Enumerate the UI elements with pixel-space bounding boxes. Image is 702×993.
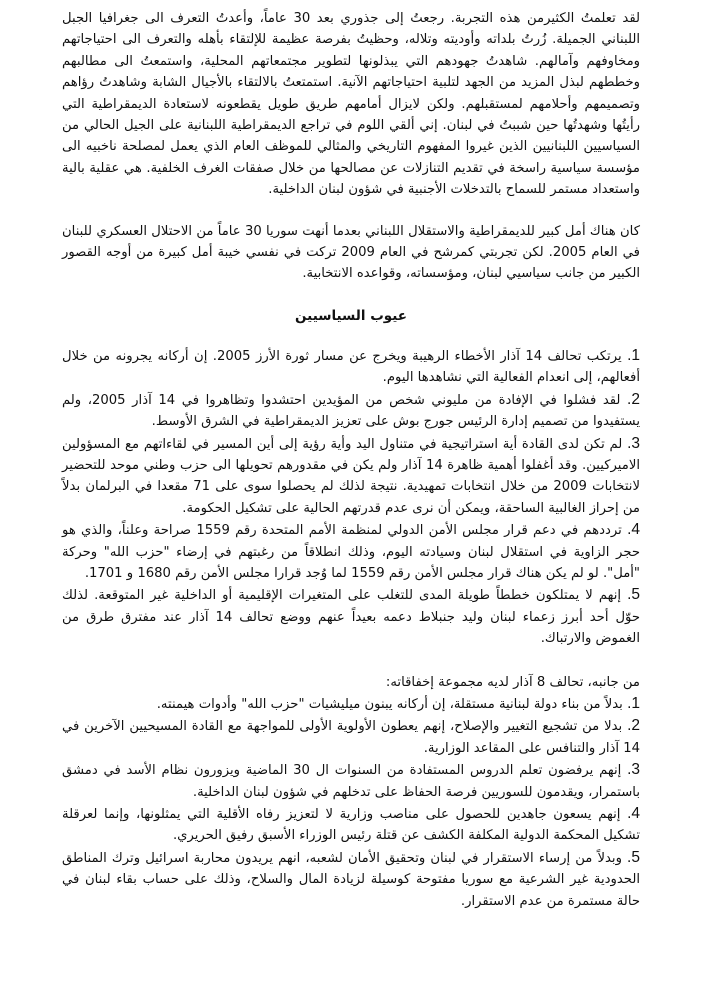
list-item <box>62 759 640 803</box>
list-item <box>62 519 640 584</box>
item-number: 4. <box>627 805 640 822</box>
march8-failures-list <box>62 693 640 912</box>
item-number: 4. <box>627 521 640 539</box>
item-text: لم تكن لدى القادة أية استراتيجية في متناول اليد وأية رؤية إلى أين المسير في لقاءاتهم مع المسؤولين الاميركيين. وقد أغفلوا أهمية ظاهرة 14 آذار ولم يكن في مقدورهم تحويلها الى حزب وطني موحد للتحضير لانتخابات 2009 من خلال انتخابات تمهيدية. نتيجة لذلك لم يحصلوا سوى على 71 مقعدا في البرلمان بدلاً من إحراز الغالبية الساحقة، ويمكن أن نرى عدم قدرتهم الحالية على تشكيل الحكومة. <box>62 436 641 516</box>
item-number: 2. <box>627 717 640 735</box>
list-item <box>62 433 640 520</box>
paragraph-experience: لقد تعلمتُ الكثيرمن هذه التجربة. رجعتُ إلى جذوري بعد 30 عاماً، وأعدتُ التعرف الى جغرافيا الجبل اللبناني الجميلة. زُرتُ بلداته وأوديته وتلاله، وحظيتُ بفرصة عظيمة للإلتقاء بأهله والتعرف الى احتياجاتهم ومخاوفهم وآمالهم. شاهدتُ جهودهم التي يبذلونها لتطوير مجتمعاتهم المحلية، واستمعتُ الى مطالبهم وخططهم لبذل المزيد من الجهد لتلبية احتياجاتهم الآنية. استمتعتُ بالالتقاء بالأجيال الشابة وشاهدتُ رؤاهم وتصميمهم وأحلامهم لمستقبلهم. ولكن لايزال أمامهم طريق طويل يقطعونه لاستعادة الديمقراطية التي رأيتُها وشهدتُها حين شببتُ في لبنان. إني ألقي اللوم في تراجع الديمقراطية اللبنانية على الجيل الحالي من السياسيين اللبنانيين الذين غيروا المفهوم التاريخي والمثالي للموظف العام الذي يعمل لمصلحة ناخبيه الى مؤسسة سياسية راسخة في تقديم التنازلات عن مصالحها من خلال صفقات الغرف الخلفية. هي عقلية بالية واستعداد مستمر للسماح بالتدخلات الأجنبية في شؤون لبنان الداخلية. <box>62 11 641 198</box>
section-spacer <box>62 650 640 672</box>
item-number: 5. <box>627 848 640 866</box>
list-item <box>62 389 640 433</box>
list-item <box>62 847 640 912</box>
item-text: يرتكب تحالف 14 آذار الأخطاء الرهيبة ويخرج عن مسار ثورة الأرز 2005. إن أركانه يجرونه من خلال أفعالهم، إلى انعدام الفعالية التي نشاهدها اليوم. <box>62 348 640 386</box>
item-text: إنهم يرفضون تعلم الدروس المستفادة من السنوات ال 30 الماضية ويزورون نظام الأسد في دمشق باستمرار، ويقدمون للسوريين فرصة الحفاظ على تدخلهم في شؤون لبنان الداخلية. <box>62 763 640 800</box>
item-text: إنهم يسعون جاهدين للحصول على مناصب وزارية لا لتعزيز رفاه الأقلية التي يمثلونها، وإنما لعرقلة تشكيل المحكمة الدولية المكلفة الكشف عن قتلة رئيس الوزراء الأسبق رفيق الحريري. <box>62 807 640 844</box>
list-item <box>62 693 640 715</box>
march14-failures-list <box>62 345 640 650</box>
item-text: بدلا من تشجيع التغيير والإصلاح، إنهم يعطون الأولوية الأولى للمواجهة مع القادة المسيحيين الآخرين في 14 آذار والتنافس على المقاعد الوزارية. <box>62 719 640 756</box>
list-item <box>62 345 640 389</box>
item-text: بدلاً من بناء دولة لبنانية مستقلة، إن أركانه يبنون ميليشيات "حزب الله" وأدوات هيمنته. <box>156 696 623 712</box>
item-number: 2. <box>627 390 640 408</box>
list-item <box>62 715 640 759</box>
paragraph-hope: كان هناك أمل كبير للديمقراطية والاستقلال اللبناني بعدما أنهت سوريا 30 عاماً من الاحتلال العسكري للبنان في العام 2005. لكن تجربتي كمرشح في العام 2009 تركت في نفسي خيبة أمل كبيرة من أوجه القصور الكبير من جانب سياسيي لبنان، ومؤسساته، وقواعده الانتخابية. <box>62 223 640 282</box>
list-item <box>62 584 640 649</box>
item-text: إنهم لا يمتلكون خططاً طويلة المدى للتغلب على المتغيرات الإقليمية أو الداخلية غير المتوقعة. لذلك حوّل أحد أبرز زعماء لبنان وليد جنبلاط دعمه بعيداً عنهم ووضع تحالف 14 آذار عند مفترق طرق من الغموض والارتباك. <box>62 588 640 647</box>
march8-intro: من جانبه، تحالف 8 آذار لديه مجموعة إخفاقاته: <box>385 674 640 690</box>
section-heading: عيوب السياسيين <box>295 307 407 324</box>
item-number: 1. <box>627 694 640 712</box>
item-text: وبدلاً من إرساء الاستقرار في لبنان وتحقيق الأمان لشعبه، انهم يريدون محاربة اسرائيل وترك المناطق الحدودية غير الشرعية مع سوريا مفتوحة كوسيلة لزيادة المال والسلاح، وذلك على حساب بقاء لبنان في حالة مستمرة من عدم الاستقرار. <box>62 850 640 909</box>
list-item <box>62 803 640 847</box>
item-number: 1. <box>627 346 641 364</box>
item-number: 3. <box>627 434 640 452</box>
item-text: ترددهم في دعم قرار مجلس الأمن الدولي لمنظمة الأمم المتحدة رقم 1559 صراحة وعلناً، والذي هو حجر الزاوية في استقلال لبنان وسيادته اليوم، وذلك انطلاقاً من رغبتهم في إرضاء "حزب الله" وحركة "أمل". لو لم يكن هناك قرار مجلس الأمن رقم 1559 لما وُجد قرارا مجلس الأمن رقم 1680 و 1701. <box>62 523 640 581</box>
item-number: 5. <box>627 586 640 604</box>
item-text: لقد فشلوا في الإفادة من مليوني شخص من المؤيدين احتشدوا وتظاهروا في 14 آذار 2005، ولم يستفيدوا من تصميم إدارة الرئيس جورج بوش على تعزيز الديمقراطية في الشرق الأوسط. <box>62 392 640 430</box>
item-number: 3. <box>627 761 640 779</box>
